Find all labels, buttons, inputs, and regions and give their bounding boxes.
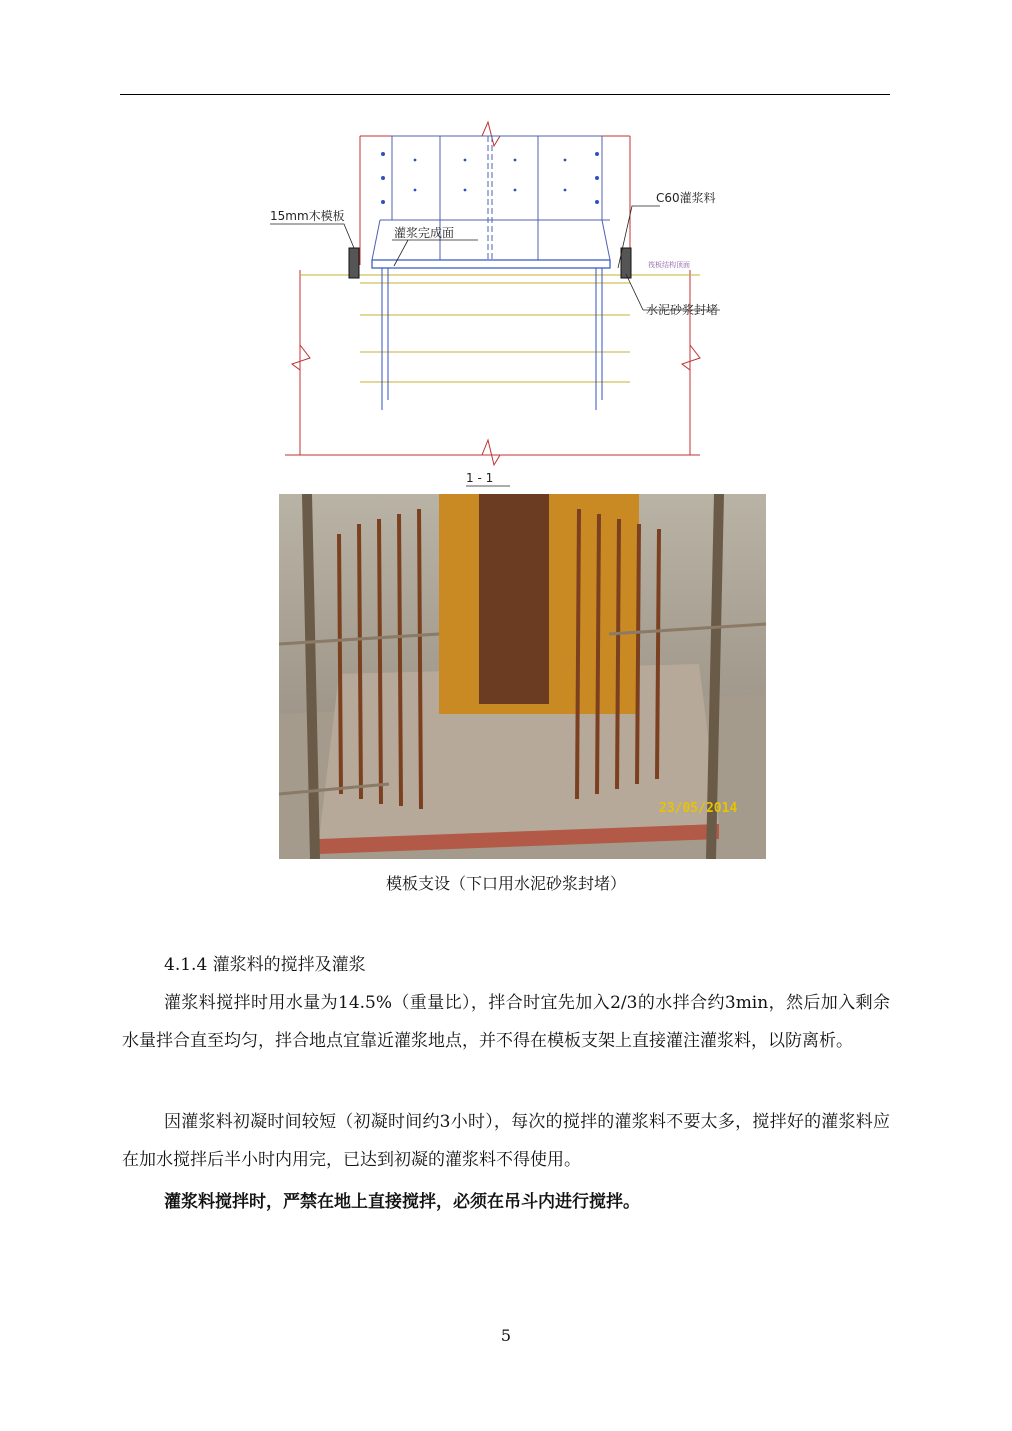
section-heading: 4.1.4 灌浆料的搅拌及灌浆: [164, 955, 366, 975]
label-mortar: 水泥砂浆封堵: [646, 303, 719, 317]
label-grout-surface: 灌浆完成面: [394, 226, 455, 240]
figure-caption: 模板支设（下口用水泥砂浆封堵）: [385, 874, 626, 893]
site-photo: [279, 494, 766, 859]
header-rule: [120, 94, 890, 95]
paragraph-setting-time: 因灌浆料初凝时间较短（初凝时间约3小时），每次的搅拌的灌浆料不要太多，搅拌好的灌浆料应在加水搅拌后半小时内用完，已达到初凝的灌浆料不得使用。: [122, 1112, 890, 1170]
section-mark: 1 - 1: [466, 471, 494, 485]
label-formwork: 15mm木模板: [270, 209, 345, 223]
section-drawing: [260, 120, 760, 490]
photo-date-stamp: 23/05/2014: [659, 801, 738, 816]
paragraph-warning: 灌浆料搅拌时，严禁在地上直接搅拌，必须在吊斗内进行搅拌。: [164, 1192, 640, 1212]
page-number: 5: [500, 1326, 512, 1345]
label-grout: C60灌浆料: [656, 191, 716, 205]
label-raft: 筏板结构顶面: [648, 261, 690, 269]
paragraph-mixing: 灌浆料搅拌时用水量为14.5%（重量比），拌合时宜先加入2/3的水拌合约3min，然后加入剩余水量拌合直至均匀，拌合地点宜靠近灌浆地点，并不得在模板支架上直接灌注灌浆料，以防离析。: [122, 993, 890, 1051]
